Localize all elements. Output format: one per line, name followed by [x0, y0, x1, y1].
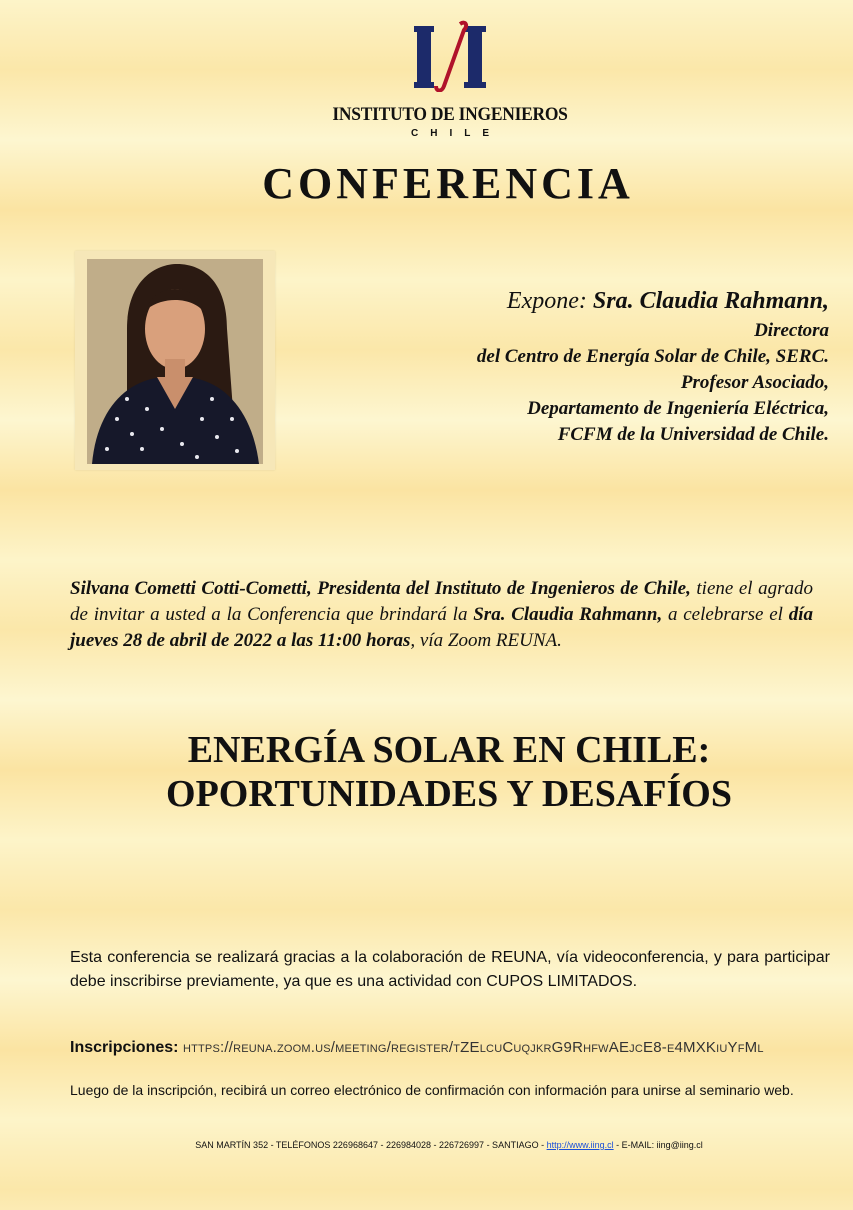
speaker-title-line: Directora	[754, 320, 829, 341]
footer	[0, 1140, 853, 1150]
collaboration-note: Esta conferencia se realizará gracias a la colaboración de REUNA, vía videoconferencia, y para participar debe inscribirse previamente, ya que es una actividad con CUPOS LIMITADOS.	[70, 949, 830, 990]
signup-link[interactable]: https://reuna.zoom.us/meeting/register/tZElcuCuqjkrG9RhfwAEjcE8-e4MXKiuYfMl	[182, 1039, 764, 1056]
speaker-title-line: Profesor Asociado,	[680, 372, 829, 393]
footer-email: - E-MAIL: iing@iing.cl	[613, 1140, 703, 1150]
speaker-info	[309, 284, 829, 448]
speaker-title-line: FCFM de la Universidad de Chile.	[557, 424, 829, 445]
speaker-heading-line	[309, 284, 829, 318]
invitation-host: Silvana Cometti Cotti-Cometti, Presidenta del Instituto de Ingenieros de Chile,	[70, 578, 691, 599]
signup-line	[70, 1039, 850, 1057]
speaker-title-line: del Centro de Energía Solar de Chile, SERC.	[476, 346, 829, 367]
invitation-text: tiene el agrado de invitar a usted a la Conferencia que brindará la	[70, 578, 813, 625]
page-heading: CONFERENCIA	[262, 159, 634, 208]
expone-label: Expone:	[506, 288, 587, 314]
conference-title	[0, 728, 853, 816]
invitation-text: , vía Zoom REUNA.	[410, 630, 562, 651]
speaker-title-line: Departamento de Ingeniería Eléctrica,	[527, 398, 829, 419]
signup-label: Inscripciones:	[70, 1039, 179, 1056]
speaker-portrait-icon	[87, 259, 263, 464]
footer-website-link[interactable]: http://www.iing.cl	[546, 1140, 614, 1150]
speaker-photo	[87, 259, 263, 464]
institute-logo-icon	[414, 20, 486, 92]
institute-country: CHILE	[411, 128, 501, 139]
footer-address: SAN MARTÍN 352 - TELÉFONOS 226968647 - 226984028 - 226726997 - SANTIAGO -	[195, 1140, 547, 1150]
after-signup-note: Luego de la inscripción, recibirá un correo electrónico de confirmación con información para unirse al seminario web.	[70, 1082, 794, 1098]
speaker-name: Sra. Claudia Rahmann,	[592, 288, 829, 314]
invitation-text: a celebrarse el	[662, 604, 789, 625]
invitation-paragraph	[70, 576, 813, 654]
conference-title-line: OPORTUNIDADES Y DESAFÍOS	[166, 773, 732, 815]
invitation-date: día jueves 28 de abril de 2022 a las 11:00 horas	[70, 604, 813, 651]
conference-title-line: ENERGÍA SOLAR EN CHILE:	[187, 729, 711, 771]
institute-name: INSTITUTO DE INGENIEROS	[332, 104, 568, 125]
speaker-photo-frame	[75, 251, 275, 470]
invitation-speaker: Sra. Claudia Rahmann,	[473, 604, 663, 625]
